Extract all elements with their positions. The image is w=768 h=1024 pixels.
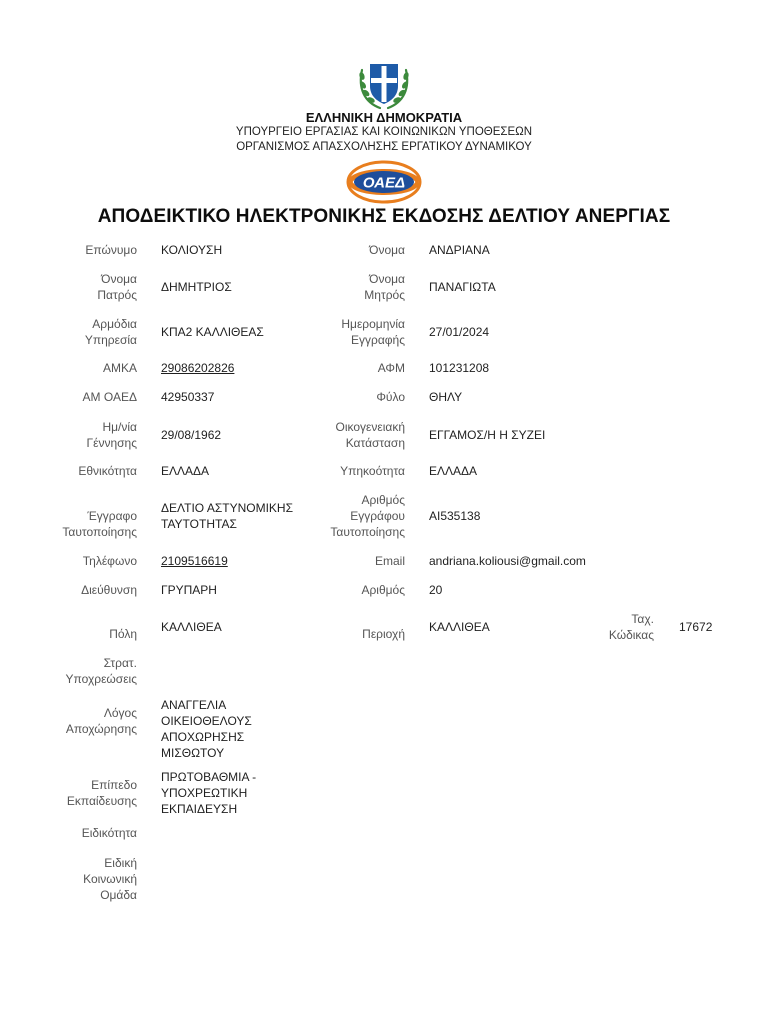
surname-label: Επώνυμο [85, 243, 137, 257]
am-oaed-label: ΑΜ ΟΑΕΔ [82, 390, 137, 404]
leave-reason-label: Λόγος Αποχώρησης [65, 706, 137, 736]
reg-date-value: 27/01/2024 [429, 325, 490, 339]
phone-label: Τηλέφωνο [82, 554, 137, 568]
id-number-value: ΑΙ535138 [429, 509, 481, 523]
education-label: Επίπεδο Εκπαίδευσης [66, 778, 137, 808]
service-value: ΚΠΑ2 ΚΑΛΛΙΘΕΑΣ [161, 325, 264, 339]
id-doc-label: Έγγραφο Ταυτοποίησης [62, 509, 137, 539]
education-value: ΠΡΩΤΟΒΑΘΜΙΑ - ΥΠΟΧΡΕΩΤΙΚΗ ΕΚΠΑΙΔΕΥΣΗ [161, 770, 257, 816]
gender-label: Φύλο [376, 390, 405, 404]
mother-name-label: Όνομα Μητρός [364, 272, 405, 302]
marital-label: Οικογενειακή Κατάσταση [335, 420, 405, 450]
afm-label: ΑΦΜ [377, 361, 405, 375]
marital-value: ΕΓΓΑΜΟΣ/Η Η ΣΥΖΕΙ [429, 428, 546, 442]
nationality-value: ΕΛΛΑΔΑ [161, 464, 210, 478]
leave-reason-value: ΑΝΑΓΓΕΛΙΑ ΟΙΚΕΙΟΘΕΛΟΥΣ ΑΠΟΧΩΡΗΣΗΣ ΜΙΣΘΩΤΟΥ [161, 698, 252, 760]
oaed-logo-icon [346, 160, 422, 204]
id-doc-value: ΔΕΛΤΙΟ ΑΣΤΥΝΟΜΙΚΗΣ ΤΑΥΤΟΤΗΤΑΣ [161, 501, 293, 531]
area-value: ΚΑΛΛΙΘΕΑ [429, 620, 490, 634]
first-name-value: ΑΝΔΡΙΑΝΑ [429, 243, 490, 257]
organization-heading: ΟΡΓΑΝΙΣΜΟΣ ΑΠΑΣΧΟΛΗΣΗΣ ΕΡΓΑΤΙΚΟΥ ΔΥΝΑΜΙΚΟΥ [236, 141, 532, 153]
email-label: Email [374, 554, 405, 568]
am-oaed-value: 42950337 [161, 390, 215, 404]
postal-code-label: Ταχ. Κώδικας [608, 612, 654, 642]
city-value: ΚΑΛΛΙΘΕΑ [161, 620, 222, 634]
amka-label: ΑΜΚΑ [102, 361, 137, 375]
service-label: Αρμόδια Υπηρεσία [84, 317, 137, 347]
greek-emblem-icon [356, 56, 412, 112]
military-label: Στρατ. Υποχρεώσεις [65, 656, 137, 686]
citizenship-label: Υπηκοότητα [340, 464, 405, 478]
social-group-label: Ειδική Κοινωνική Ομάδα [83, 856, 137, 902]
postal-code-value: 17672 [679, 620, 713, 634]
id-number-label: Αριθμός Εγγράφου Ταυτοποίησης [330, 493, 405, 539]
mother-name-value: ΠΑΝΑΓΙΩΤΑ [429, 280, 496, 294]
gender-value: ΘΗΛΥ [429, 390, 463, 404]
afm-value: 101231208 [429, 361, 490, 375]
republic-heading: ΕΛΛΗΝΙΚΗ ΔΗΜΟΚΡΑΤΙΑ [305, 110, 463, 125]
amka-value[interactable]: 29086202826 [161, 361, 235, 375]
area-label: Περιοχή [362, 627, 405, 641]
father-name-value: ΔΗΜΗΤΡΙΟΣ [161, 280, 232, 294]
email-value: andriana.koliousi@gmail.com [429, 554, 586, 568]
citizenship-value: ΕΛΛΑΔΑ [429, 464, 478, 478]
street-number-value: 20 [429, 583, 443, 597]
father-name-label: Όνομα Πατρός [97, 272, 137, 302]
nationality-label: Εθνικότητα [78, 464, 137, 478]
ministry-heading: ΥΠΟΥΡΓΕΙΟ ΕΡΓΑΣΙΑΣ ΚΑΙ ΚΟΙΝΩΝΙΚΩΝ ΥΠΟΘΕΣΕΩΝ [235, 126, 533, 138]
address-value: ΓΡΥΠΑΡΗ [161, 583, 217, 597]
reg-date-label: Ημερομηνία Εγγραφής [341, 317, 405, 347]
first-name-label: Όνομα [369, 243, 405, 257]
phone-value[interactable]: 2109516619 [161, 554, 228, 568]
city-label: Πόλη [109, 627, 137, 641]
specialty-label: Ειδικότητα [81, 826, 137, 840]
birth-date-value: 29/08/1962 [161, 428, 222, 442]
logo-text: ΟΑΕΔ [362, 174, 406, 192]
oaed-logo [346, 160, 422, 204]
document-title: ΑΠΟΔΕΙΚΤΙΚΟ ΗΛΕΚΤΡΟΝΙΚΗΣ ΕΚΔΟΣΗΣ ΔΕΛΤΙΟΥ ΑΝΕΡΓΙΑΣ [97, 206, 671, 227]
address-label: Διεύθυνση [81, 583, 137, 597]
birth-date-label: Ημ/νία Γέννησης [86, 420, 137, 450]
street-number-label: Αριθμός [361, 583, 405, 597]
surname-value: ΚΟΛΙΟΥΣΗ [161, 243, 223, 257]
